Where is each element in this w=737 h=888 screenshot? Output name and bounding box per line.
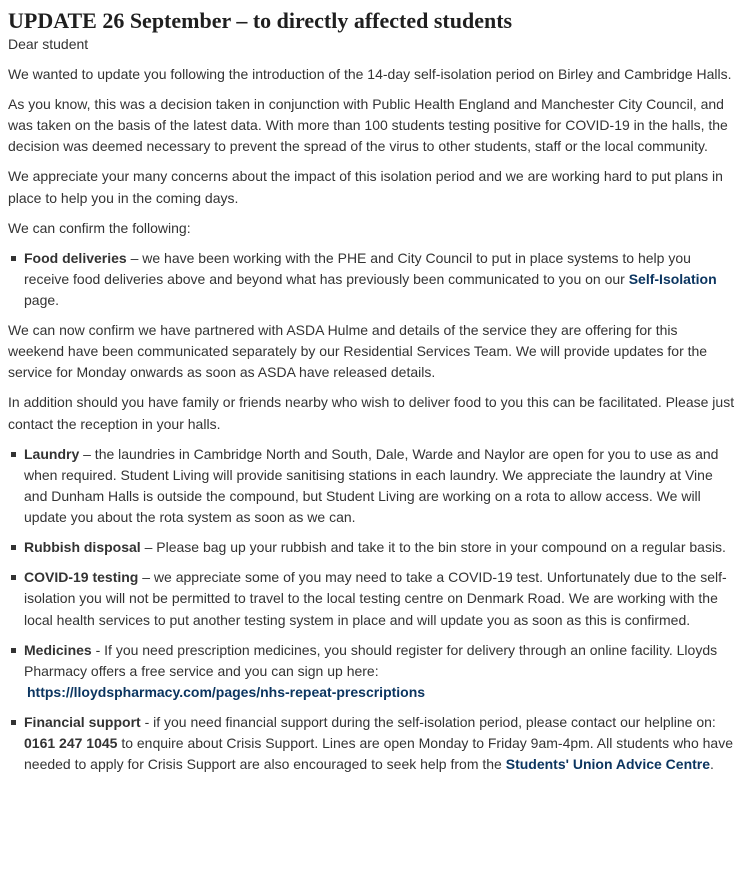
lloyds-pharmacy-link[interactable]: https://lloydspharmacy.com/pages/nhs-repeat-prescriptions [27,684,426,701]
rubbish-heading: Rubbish disposal [24,539,141,556]
list-item-medicines [8,640,735,704]
medicines-text: - If you need prescription medicines, you should register for delivery through an online facility. Lloyds Pharmacy offers a free service and you can sign up here: [24,641,718,679]
rubbish-text: – Please bag up your rubbish and take it to the bin store in your compound on a regular basis. [140,539,726,556]
financial-heading: Financial support [24,714,141,731]
medicines-heading: Medicines [24,641,92,658]
financial-text: - if you need financial support during the self-isolation period, please contact our helpline on: [140,714,716,731]
list-item-financial-support [8,712,735,776]
intro-paragraph: We wanted to update you following the introduction of the 14-day self-isolation period on Birley and Cambridge Halls. [8,66,732,82]
laundry-text: – the laundries in Cambridge North and South, Dale, Warde and Naylor are open for you to use as and when required. Student Living will provide sanitising stations in each laundry. We appreciate the laundry at Vine and Dunham Halls is outside the compound, but Student Living are working on a rota to allow access. We will update you about the rota system as soon as we can. [24,445,719,526]
list-item-covid-testing [8,567,735,631]
covid-testing-text: – we appreciate some of you may need to take a COVID-19 test. Unfortunately due to the self-isolation you will not be permitted to travel to the local testing centre on Denmark Road. We are working with the local health services to put another testing system in place and will update you as soon as this is confirmed. [24,569,727,628]
food-deliveries-text: – we have been working with the PHE and City Council to put in place systems to help you receive food deliveries above and beyond what has previously been communicated to you on our [24,249,691,287]
asda-paragraph: We can now confirm we have partnered with ASDA Hulme and details of the service they are offering for this weekend have been communicated separately by our Residential Services Team. We will provide updates for the service for Monday onwards as soon as ASDA have released details. [8,322,708,381]
decision-paragraph: As you know, this was a decision taken in conjunction with Public Health England and Manchester City Council, and was taken on the basis of the latest data. With more than 100 students testing positive for COVID-19 in the halls, the decision was deemed necessary to prevent the spread of the virus to other students, staff or the local community. [8,96,728,155]
helpline-number: 0161 247 1045 [24,735,118,752]
food-deliveries-after: page. [24,292,60,309]
covid-testing-heading: COVID-19 testing [24,569,139,586]
food-list [8,248,735,312]
greeting: Dear student [8,36,89,52]
self-isolation-link[interactable]: Self-Isolation [628,270,717,287]
list-item-food-deliveries [8,248,735,312]
financial-text-2: to enquire about Crisis Support. Lines are open Monday to Friday 9am-4pm. All students who have needed to apply for Crisis Support are also encouraged to seek help from the [24,735,733,773]
confirm-paragraph: We can confirm the following: [8,219,191,236]
list-item-laundry [8,444,735,529]
food-deliveries-heading: Food deliveries [24,249,127,266]
financial-after: . [710,756,714,773]
page-title: UPDATE 26 September – to directly affected students [8,8,513,33]
family-delivery-paragraph: In addition should you have family or friends nearby who wish to deliver food to you this can be facilitated. Please just contact the reception in your halls. [8,394,735,432]
concerns-paragraph: We appreciate your many concerns about the impact of this isolation period and we are working hard to put plans in place to help you in the coming days. [8,168,723,206]
list-item-rubbish-disposal [8,537,735,558]
services-list [8,444,735,776]
students-union-advice-link[interactable]: Students' Union Advice Centre [505,756,711,773]
laundry-heading: Laundry [24,445,80,462]
